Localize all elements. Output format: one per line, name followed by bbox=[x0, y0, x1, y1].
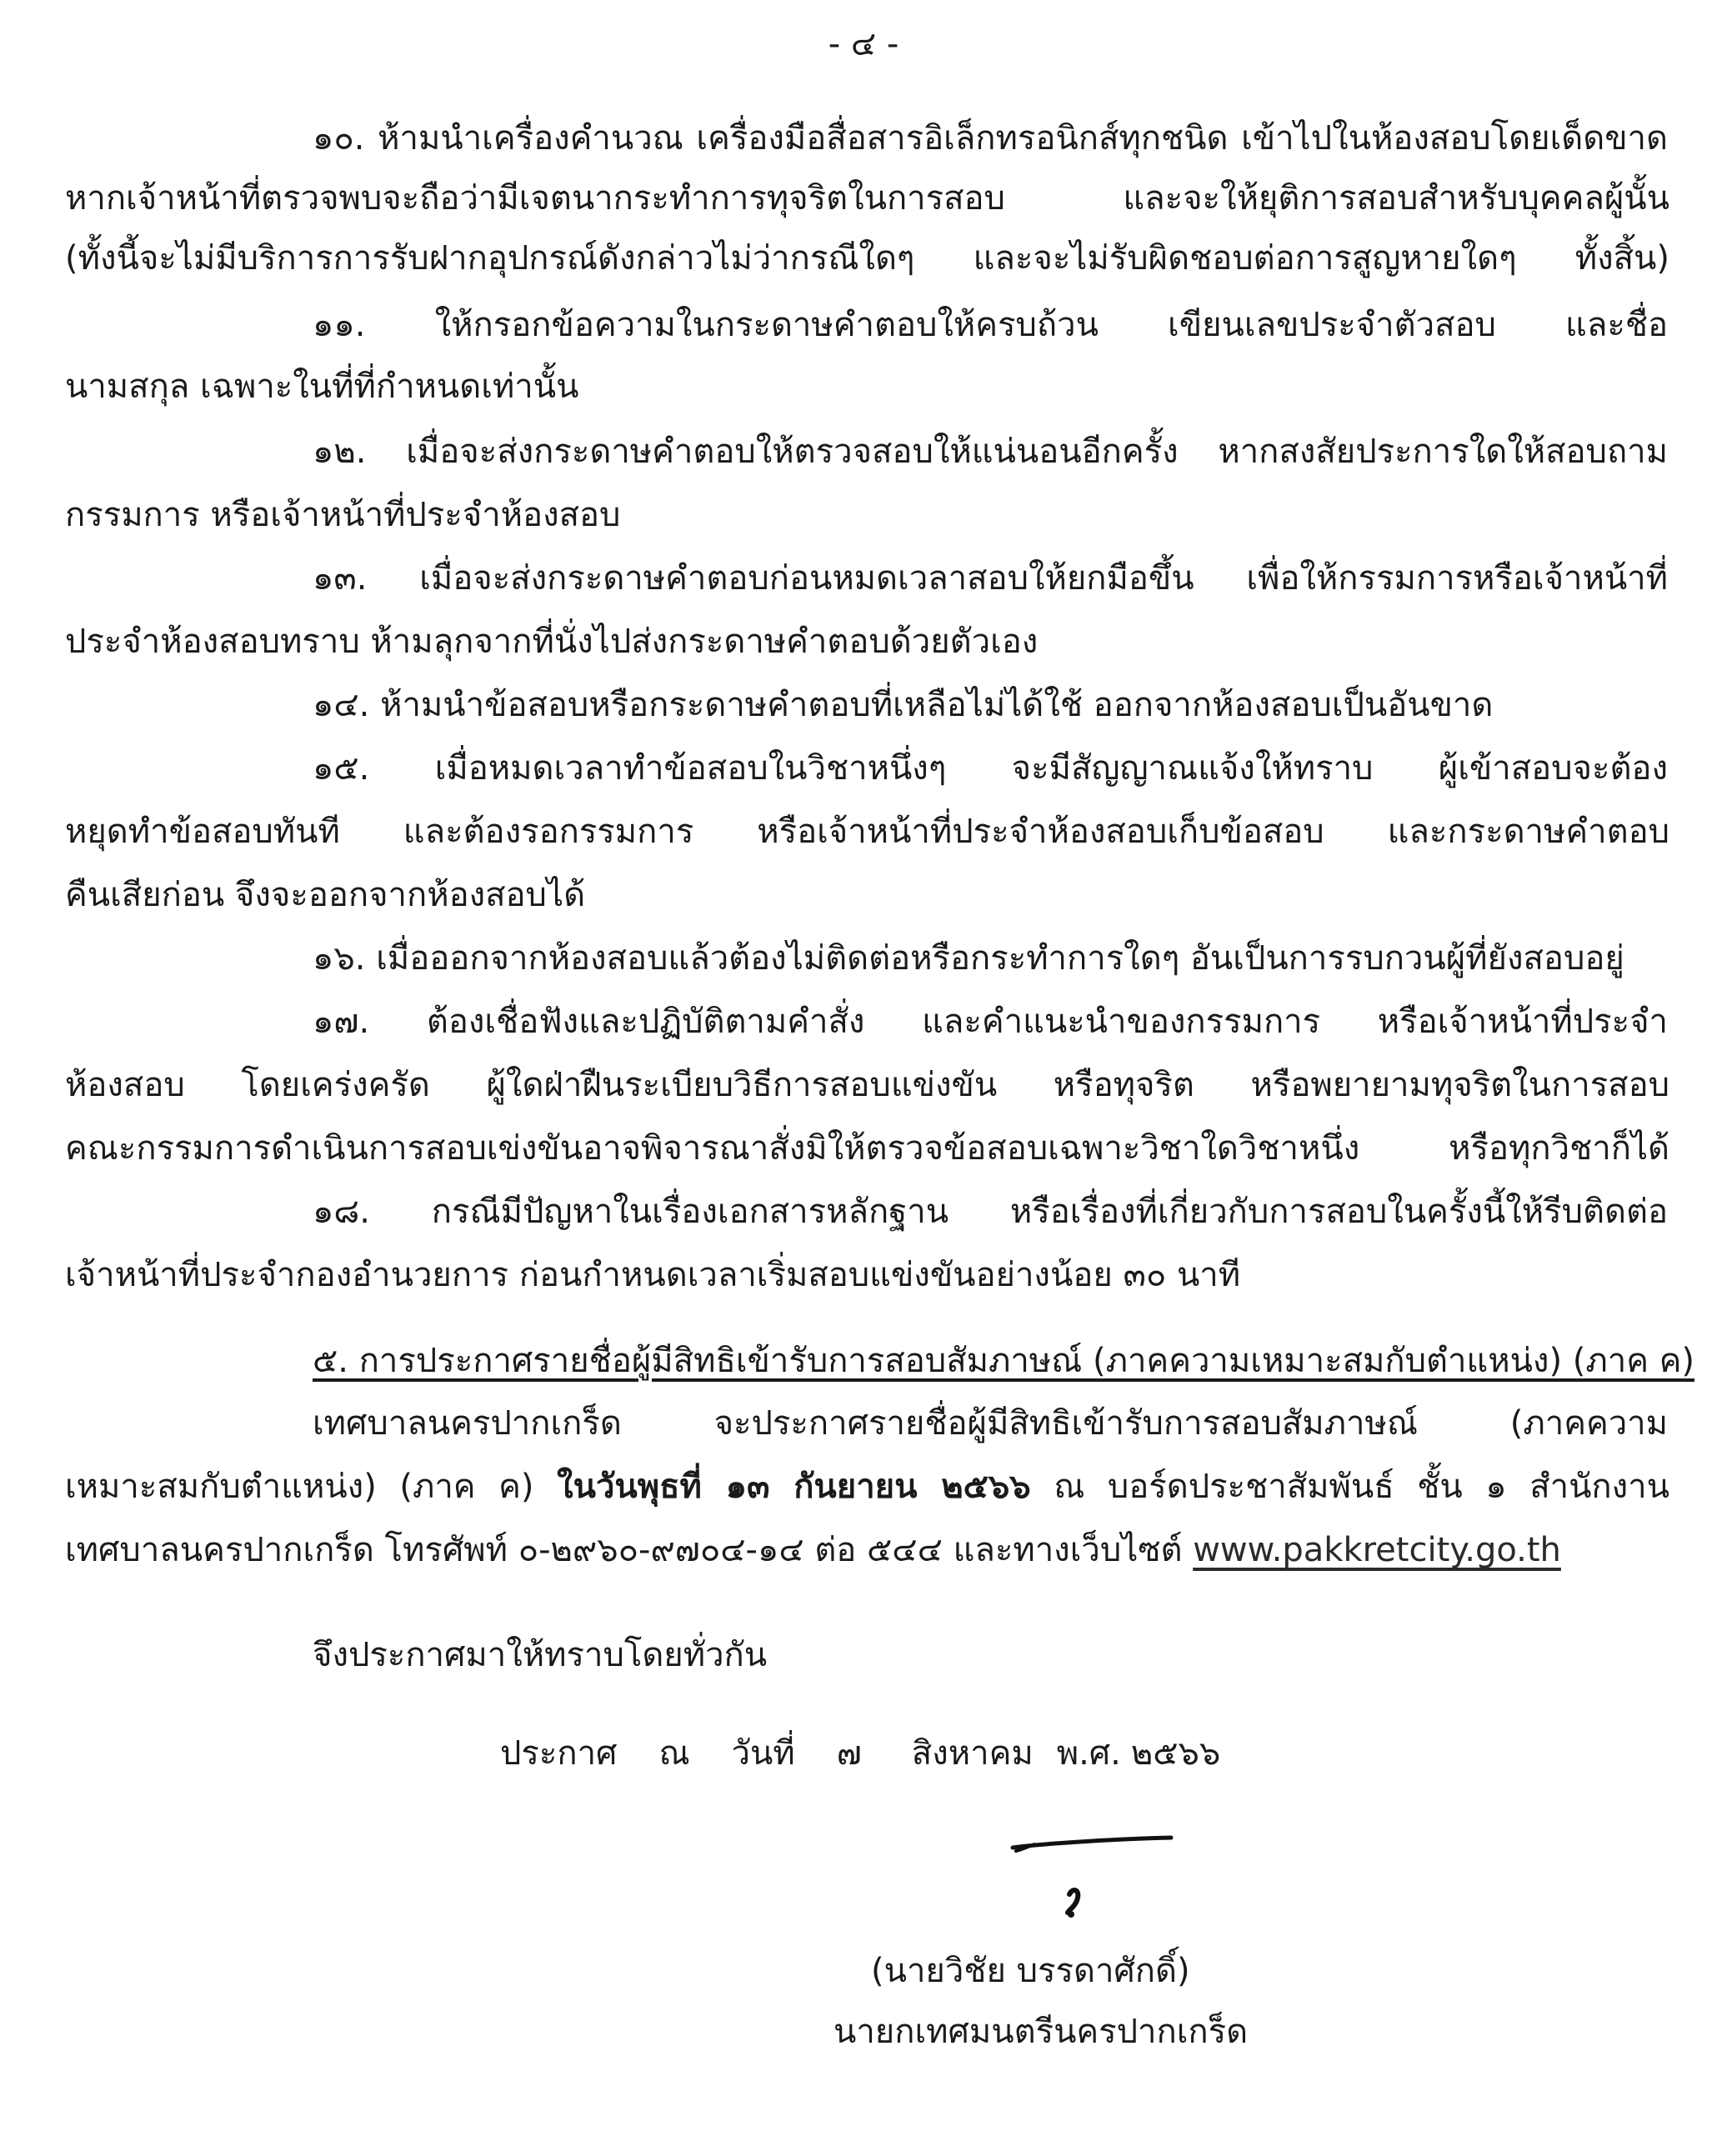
section-5-heading: ๕. การประกาศรายชื่อผู้มีสิทธิเข้ารับการสอบสัมภาษณ์ (ภาคความเหมาะสมกับตำแหน่ง) (ภาค ค) bbox=[313, 1342, 1695, 1380]
rule-11-line-1: ๑๑. ให้กรอกข้อความในกระดาษคำตอบให้ครบถ้วน เขียนเลขประจำตัวสอบ และชื่อ bbox=[313, 306, 1668, 344]
section-5-line-3 bbox=[65, 1527, 1561, 1573]
date-day-label: วันที่ bbox=[731, 1734, 795, 1773]
date-prefix: ประกาศ bbox=[500, 1734, 618, 1773]
section-5-line-1: เทศบาลนครปากเกร็ด จะประกาศรายชื่อผู้มีสิทธิเข้ารับการสอบสัมภาษณ์ (ภาคความ bbox=[313, 1404, 1668, 1443]
rule-15-line-2: หยุดทำข้อสอบทันที และต้องรอกรรมการ หรือเจ้าหน้าที่ประจำห้องสอบเก็บข้อสอบ และกระดาษคำตอบ bbox=[65, 813, 1669, 851]
signer-position: นายกเทศมนตรีนครปากเกร็ด bbox=[833, 2013, 1249, 2051]
signature-mark bbox=[1004, 1829, 1188, 1921]
rule-17-line-3: คณะกรรมการดำเนินการสอบเข่งขันอาจพิจารณาสั่งมิให้ตรวจข้อสอบเฉพาะวิชาใดวิชาหนึ่ง หรือทุกวิชาก็ได้ bbox=[65, 1129, 1669, 1168]
section-5-line-2 bbox=[65, 1463, 1669, 1510]
date-era: พ.ศ. bbox=[1056, 1734, 1121, 1773]
rule-18-line-1: ๑๘. กรณีมีปัญหาในเรื่องเอกสารหลักฐาน หรือเรื่องที่เกี่ยวกับการสอบในครั้งนี้ให้รีบติดต่อ bbox=[313, 1193, 1668, 1231]
announcement-date: ในวันพุธที่ ๑๓ กันยายน ๒๕๖๖ bbox=[557, 1468, 1031, 1506]
website-link[interactable]: www.pakkretcity.go.th bbox=[1193, 1531, 1561, 1569]
rule-10-line-1: ๑๐. ห้ามนำเครื่องคำนวณ เครื่องมือสื่อสารอิเล็กทรอนิกส์ทุกชนิด เข้าไปในห้องสอบโดยเด็ดขาด bbox=[313, 119, 1668, 158]
rule-17-line-1: ๑๗. ต้องเชื่อฟังและปฏิบัติตามคำสั่ง และคำแนะนำของกรรมการ หรือเจ้าหน้าที่ประจำ bbox=[313, 1003, 1668, 1041]
rule-15-line-1: ๑๕. เมื่อหมดเวลาทำข้อสอบในวิชาหนึ่งๆ จะมีสัญญาณแจ้งให้ทราบ ผู้เข้าสอบจะต้อง bbox=[313, 749, 1668, 788]
page-number: - ๔ - bbox=[828, 25, 899, 63]
signer-name: (นายวิชัย บรรดาศักดิ์) bbox=[871, 1952, 1190, 1990]
rule-12-line-1: ๑๒. เมื่อจะส่งกระดาษคำตอบให้ตรวจสอบให้แน่นอนอีกครั้ง หากสงสัยประการใดให้สอบถาม bbox=[313, 433, 1668, 471]
rule-16-line-1: ๑๖. เมื่อออกจากห้องสอบแล้วต้องไม่ติดต่อหรือกระทำการใดๆ อันเป็นการรบกวนผู้ที่ยังสอบอยู่ bbox=[313, 939, 1624, 978]
rule-11-line-2: นามสกุล เฉพาะในที่ที่กำหนดเท่านั้น bbox=[65, 368, 579, 406]
rule-10-line-2: หากเจ้าหน้าที่ตรวจพบจะถือว่ามีเจตนากระทำการทุจริตในการสอบ และจะให้ยุติการสอบสำหรับบุคคลผู้นั้น bbox=[65, 179, 1669, 218]
date-day: ๗ bbox=[836, 1734, 862, 1773]
date-month: สิงหาคม bbox=[911, 1734, 1034, 1773]
rule-18-line-2: เจ้าหน้าที่ประจำกองอำนวยการ ก่อนกำหนดเวลาเริ่มสอบแข่งขันอย่างน้อย ๓๐ นาที bbox=[65, 1256, 1241, 1294]
rule-13-line-2: ประจำห้องสอบทราบ ห้ามลุกจากที่นั่งไปส่งกระดาษคำตอบด้วยตัวเอง bbox=[65, 623, 1039, 661]
rule-10-line-3: (ทั้งนี้จะไม่มีบริการการรับฝากอุปกรณ์ดังกล่าวไม่ว่ากรณีใดๆ และจะไม่รับผิดชอบต่อการสูญหายใดๆ ทั้งสิ้น) bbox=[65, 239, 1669, 278]
date-year: ๒๕๖๖ bbox=[1130, 1734, 1221, 1773]
section-5-line-3-text: เทศบาลนครปากเกร็ด โทรศัพท์ ๐-๒๙๖๐-๙๗๐๔-๑๔ ต่อ ๕๔๔ และทางเว็บไซต์ bbox=[65, 1531, 1194, 1569]
section-5-line-2-text: เหมาะสมกับตำแหน่ง) (ภาค ค) bbox=[65, 1468, 558, 1506]
rule-14-line-1: ๑๔. ห้ามนำข้อสอบหรือกระดาษคำตอบที่เหลือไม่ได้ใช้ ออกจากห้องสอบเป็นอันขาด bbox=[313, 686, 1494, 724]
section-5-line-2-tail: ณ บอร์ดประชาสัมพันธ์ ชั้น ๑ สำนักงาน bbox=[1030, 1468, 1669, 1506]
rule-13-line-1: ๑๓. เมื่อจะส่งกระดาษคำตอบก่อนหมดเวลาสอบให้ยกมือขึ้น เพื่อให้กรรมการหรือเจ้าหน้าที่ bbox=[313, 559, 1668, 598]
closing-statement: จึงประกาศมาให้ทราบโดยทั่วกัน bbox=[313, 1636, 768, 1674]
date-at: ณ bbox=[658, 1734, 690, 1773]
rule-17-line-2: ห้องสอบ โดยเคร่งครัด ผู้ใดฝ่าฝืนระเบียบวิธีการสอบแข่งขัน หรือทุจริต หรือพยายามทุจริตในการสอบ bbox=[65, 1066, 1669, 1104]
rule-15-line-3: คืนเสียก่อน จึงจะออกจากห้องสอบได้ bbox=[65, 876, 586, 914]
announcement-date-line bbox=[500, 1730, 1220, 1777]
rule-12-line-2: กรรมการ หรือเจ้าหน้าที่ประจำห้องสอบ bbox=[65, 496, 621, 534]
